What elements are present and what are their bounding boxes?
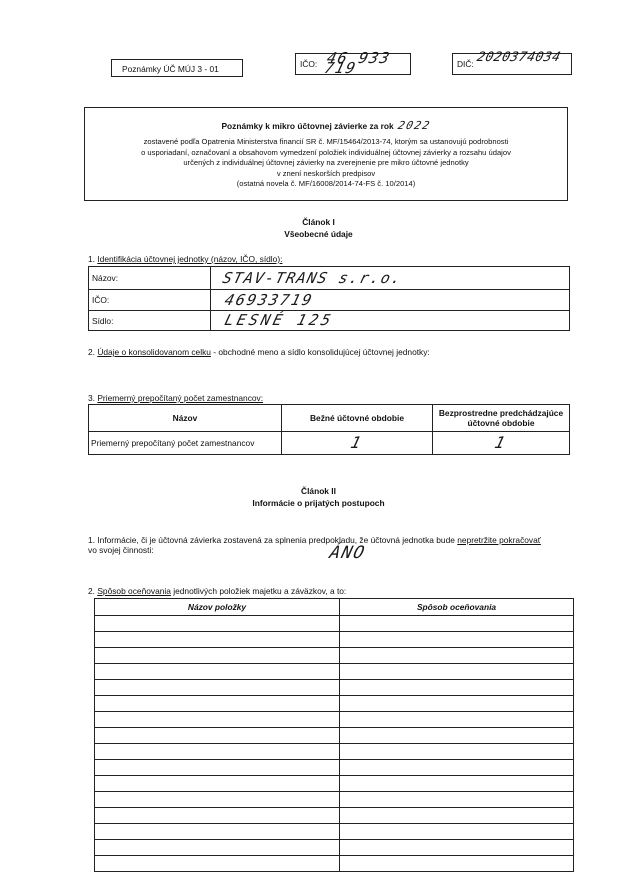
dic-handwritten: 2020374034 xyxy=(475,50,563,65)
year-handwritten: 2022 xyxy=(396,119,433,132)
id-label-seat: Sídlo: xyxy=(89,311,211,331)
form-code: Poznámky ÚČ MÚJ 3 - 01 xyxy=(122,64,219,74)
a2-item1-text-c: vo svojej činnosti: xyxy=(88,545,154,555)
article1-heading-block xyxy=(0,217,637,239)
id-label-ico: IČO: xyxy=(89,290,211,311)
table-row xyxy=(95,824,574,840)
ico-label: IČO: xyxy=(300,59,318,69)
emp-previous-cell xyxy=(433,432,570,455)
a2-item2-label: Spôsob oceňovania xyxy=(97,586,171,596)
table-row xyxy=(95,856,574,872)
dic-label: DIČ: xyxy=(457,59,474,69)
table-row xyxy=(95,840,574,856)
table-row xyxy=(95,776,574,792)
emp-previous-value: 1 xyxy=(493,433,509,452)
title-text: Poznámky k mikro účtovnej závierke za rok xyxy=(221,121,394,131)
a2-item2-num: 2. xyxy=(88,586,95,596)
a1-item3-num: 3. xyxy=(88,393,95,403)
title-sub-line-1: zostavené podľa Opatrenia Ministerstva financií SR č. MF/15464/2013-74, ktorým sa ustanovujú podrobnosti xyxy=(143,137,509,146)
table-row xyxy=(95,760,574,776)
id-row-name xyxy=(89,267,570,290)
article1-subheading: Všeobecné údaje xyxy=(284,229,353,239)
a2-item1-num: 1. xyxy=(88,535,95,545)
a1-item1-label: Identifikácia účtovnej jednotky (názov, IČO, sídlo): xyxy=(97,254,283,264)
id-value-name: STAV-TRANS s.r.o. xyxy=(220,269,405,287)
employees-table xyxy=(88,404,570,455)
table-row xyxy=(95,616,574,632)
emp-header-current: Bežné účtovné obdobie xyxy=(282,405,433,432)
a1-item3 xyxy=(88,393,263,403)
title-box xyxy=(84,107,568,201)
emp-header-row xyxy=(89,405,570,432)
emp-data-row xyxy=(89,432,570,455)
id-value-name-cell xyxy=(211,267,570,290)
a2-item1-text-b: nepretržite pokračovať xyxy=(457,535,541,545)
ico-handwritten: 46 933 719 xyxy=(322,49,393,77)
article2-heading-block xyxy=(0,486,637,508)
ico-box xyxy=(295,49,411,77)
a1-item1-num: 1. xyxy=(88,254,95,264)
id-value-seat: LESNÉ 125 xyxy=(222,311,336,329)
emp-current-cell xyxy=(282,432,433,455)
table-row xyxy=(95,792,574,808)
emp-header-name: Názov xyxy=(89,405,282,432)
valuation-table xyxy=(94,598,574,872)
emp-header-previous: Bezprostredne predchádzajúce účtovné obdobie xyxy=(433,405,570,432)
id-row-ico xyxy=(89,290,570,311)
title-sub-line-5: (ostatná novela č. MF/16008/2014-74-FS č. 10/2014) xyxy=(236,179,416,188)
table-row xyxy=(95,712,574,728)
id-row-seat xyxy=(89,311,570,331)
dic-box xyxy=(452,50,572,75)
table-row xyxy=(95,664,574,680)
article2-subheading: Informácie o prijatých postupoch xyxy=(252,498,385,508)
val-header-method: Spôsob oceňovania xyxy=(340,599,574,616)
table-row xyxy=(95,744,574,760)
form-code-box xyxy=(111,59,243,77)
table-row xyxy=(95,632,574,648)
article1-heading: Článok I xyxy=(302,217,335,227)
emp-row-label: Priemerný prepočítaný počet zamestnancov xyxy=(89,432,282,455)
a1-item3-label: Priemerný prepočítaný počet zamestnancov: xyxy=(97,393,264,403)
identification-table xyxy=(88,266,570,331)
table-row xyxy=(95,696,574,712)
id-value-seat-cell xyxy=(211,311,570,331)
table-row xyxy=(95,808,574,824)
a2-item1-text-a: Informácie, či je účtovná závierka zostavená za splnenia predpokladu, že účtovná jednotka bude xyxy=(97,535,455,545)
a1-item2-rest: - obchodné meno a sídlo konsolidujúcej účtovnej jednotky: xyxy=(213,347,430,357)
a1-item2-num: 2. xyxy=(88,347,95,357)
table-row xyxy=(95,680,574,696)
title-sub-line-3: určených z individuálnej účtovnej závierky na zverejnenie pre mikro účtovné jednotky xyxy=(183,158,469,167)
a1-item2 xyxy=(88,347,430,357)
title-sub-lines xyxy=(85,137,567,190)
a2-item2 xyxy=(88,586,346,596)
id-value-ico: 46933719 xyxy=(222,291,316,309)
title-sub-line-4: v znení neskorších predpisov xyxy=(276,168,376,178)
a2-item2-rest: jednotlivých položiek majetku a záväzkov, a to: xyxy=(173,586,347,596)
a1-item2-label: Údaje o konsolidovanom celku xyxy=(97,347,211,357)
val-header-item: Názov položky xyxy=(95,599,340,616)
table-row xyxy=(95,648,574,664)
title-line xyxy=(85,121,567,131)
a1-item1 xyxy=(88,254,282,264)
table-row xyxy=(95,728,574,744)
emp-current-value: 1 xyxy=(349,433,365,452)
title-sub-line-2: o usporiadaní, označovaní a obsahovom vymedzení položiek individuálnej účtovnej závierky a rozsahu údajov xyxy=(141,147,511,157)
a2-item1-answer: ÁNO xyxy=(327,543,368,563)
id-value-ico-cell xyxy=(211,290,570,311)
article2-heading: Článok II xyxy=(301,486,336,496)
val-header-row xyxy=(95,599,574,616)
id-label-name: Názov: xyxy=(89,267,211,290)
